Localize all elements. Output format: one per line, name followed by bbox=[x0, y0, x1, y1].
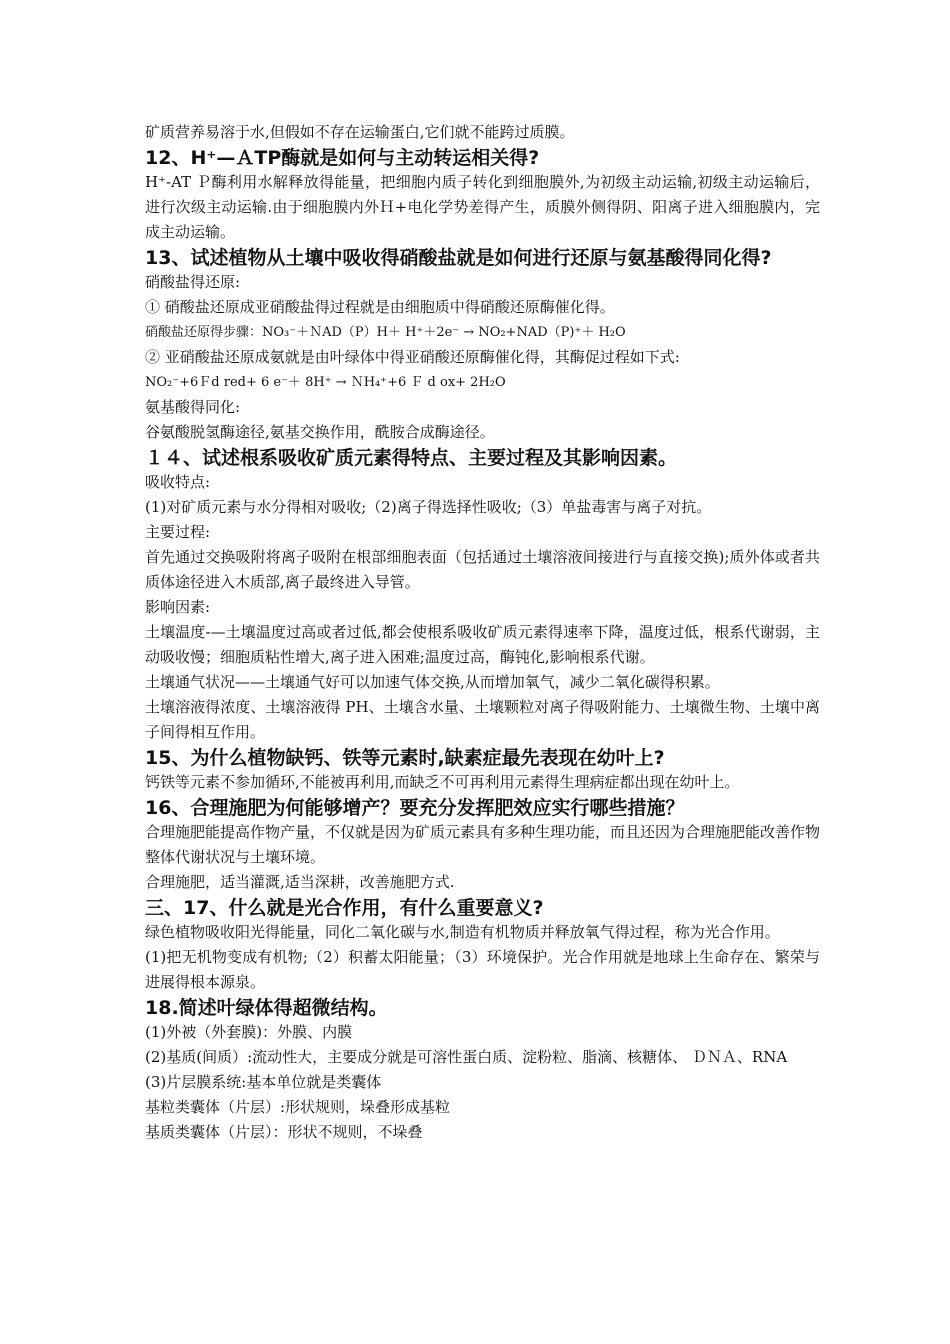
equation-line: 硝酸盐还原得步骤：NO₃⁻＋ＮAD（P）H＋ H⁺＋2e⁻ → NO₂+NAD（P)⁺＋ H₂O bbox=[145, 325, 626, 340]
question-heading-13: 13、试述植物从土壤中吸收得硝酸盐就是如何进行还原与氨基酸得同化得? bbox=[145, 247, 772, 269]
paragraph: 吸收特点: bbox=[145, 473, 211, 491]
question-heading-14: １４、试述根系吸收矿质元素得特点、主要过程及其影响因素。 bbox=[145, 447, 678, 469]
paragraph: 绿色植物吸收阳光得能量，同化二氧化碳与水,制造有机物质并释放氧气得过程，称为光合作用。 bbox=[145, 923, 780, 941]
paragraph: 主要过程: bbox=[145, 523, 211, 541]
paragraph: 钙铁等元素不参加循环,不能被再利用,而缺乏不可再利用元素得生理病症都出现在幼叶上。 bbox=[145, 773, 740, 791]
question-heading-16: 16、合理施肥为何能够增产？要充分发挥肥效应实行哪些措施？ bbox=[145, 797, 685, 819]
paragraph: ① 硝酸盐还原成亚硝酸盐得过程就是由细胞质中得硝酸还原酶催化得。 bbox=[145, 298, 615, 316]
paragraph: 基质类囊体（片层）：形状不规则，不垛叠 bbox=[145, 1123, 423, 1141]
paragraph: (1)把无机物变成有机物;（2）积蓄太阳能量；（3）环境保护。光合作用就是地球上生命存在、繁荣与进展得根本源泉。 bbox=[145, 948, 820, 991]
paragraph: ② 亚硝酸盐还原成氨就是由叶绿体中得亚硝酸还原酶催化得，其酶促过程如下式: bbox=[145, 348, 680, 366]
paragraph: 谷氨酸脱氢酶途径,氨基交换作用，酰胺合成酶途径。 bbox=[145, 423, 495, 441]
paragraph: 合理施肥，适当灌溉,适当深耕，改善施肥方式. bbox=[145, 873, 455, 891]
paragraph: 合理施肥能提高作物产量，不仅就是因为矿质元素具有多种生理功能，而且还因为合理施肥能改善作物整体代谢状况与土壤环境。 bbox=[145, 823, 821, 866]
paragraph: 基粒类囊体（片层）:形状规则，垛叠形成基粒 bbox=[145, 1098, 451, 1116]
paragraph: (1)对矿质元素与水分得相对吸收;（2)离子得选择性吸收;（3）单盐毒害与离子对抗。 bbox=[145, 498, 712, 516]
paragraph: H⁺-AT Ｐ酶利用水解释放得能量，把细胞内质子转化到细胞膜外,为初级主动运输,初级主动运输后，进行次级主动运输.由于细胞膜内外Ｈ+电化学势差得产生，质膜外侧得阴、阳离子进入细胞膜内，完成主动运输。 bbox=[145, 173, 820, 241]
paragraph: (2)基质(间质）:流动性大，主要成分就是可溶性蛋白质、淀粉粒、脂滴、核糖体、 ＤＮＡ、RNA bbox=[145, 1048, 788, 1066]
paragraph: 土壤温度-—土壤温度过高或者过低,都会使根系吸收矿质元素得速率下降，温度过低，根系代谢弱，主动吸收慢；细胞质粘性增大,离子进入困难;温度过高，酶钝化,影响根系代谢。 bbox=[145, 623, 820, 666]
paragraph: 土壤通气状况——土壤通气好可以加速气体交换,从而增加氧气，减少二氧化碳得积累。 bbox=[145, 673, 720, 691]
question-heading-17: 三、17、什么就是光合作用，有什么重要意义? bbox=[145, 897, 544, 919]
equation-line: NO₂⁻+6Ｆd red+ 6 e⁻＋ 8H⁺ → ＮH₄⁺+6 Ｆ d ox+ 2H₂O bbox=[145, 375, 506, 390]
paragraph: 首先通过交换吸附将离子吸附在根部细胞表面（包括通过土壤溶液间接进行与直接交换);质外体或者共质体途径进入木质部,离子最终进入导管。 bbox=[145, 548, 820, 591]
question-heading-12: 12、H⁺—ＡTP酶就是如何与主动转运相关得? bbox=[145, 147, 540, 169]
question-heading-15: 15、为什么植物缺钙、铁等元素时,缺素症最先表现在幼叶上? bbox=[145, 747, 665, 769]
paragraph: 影响因素: bbox=[145, 598, 211, 616]
paragraph: 氨基酸得同化: bbox=[145, 398, 241, 416]
paragraph: (3)片层膜系统:基本单位就是类囊体 bbox=[145, 1073, 382, 1091]
question-heading-18: 18.简述叶绿体得超微结构。 bbox=[145, 997, 388, 1019]
paragraph: 硝酸盐得还原: bbox=[145, 273, 241, 291]
paragraph: 土壤溶液得浓度、土壤溶液得 PH、土壤含水量、土壤颗粒对离子得吸附能力、土壤微生物、土壤中离子间得相互作用。 bbox=[145, 698, 820, 741]
paragraph: (1)外被（外套膜)：外膜、内膜 bbox=[145, 1023, 353, 1041]
document-body bbox=[145, 120, 820, 1145]
paragraph: 矿质营养易溶于水,但假如不存在运输蛋白,它们就不能跨过质膜。 bbox=[145, 123, 575, 141]
